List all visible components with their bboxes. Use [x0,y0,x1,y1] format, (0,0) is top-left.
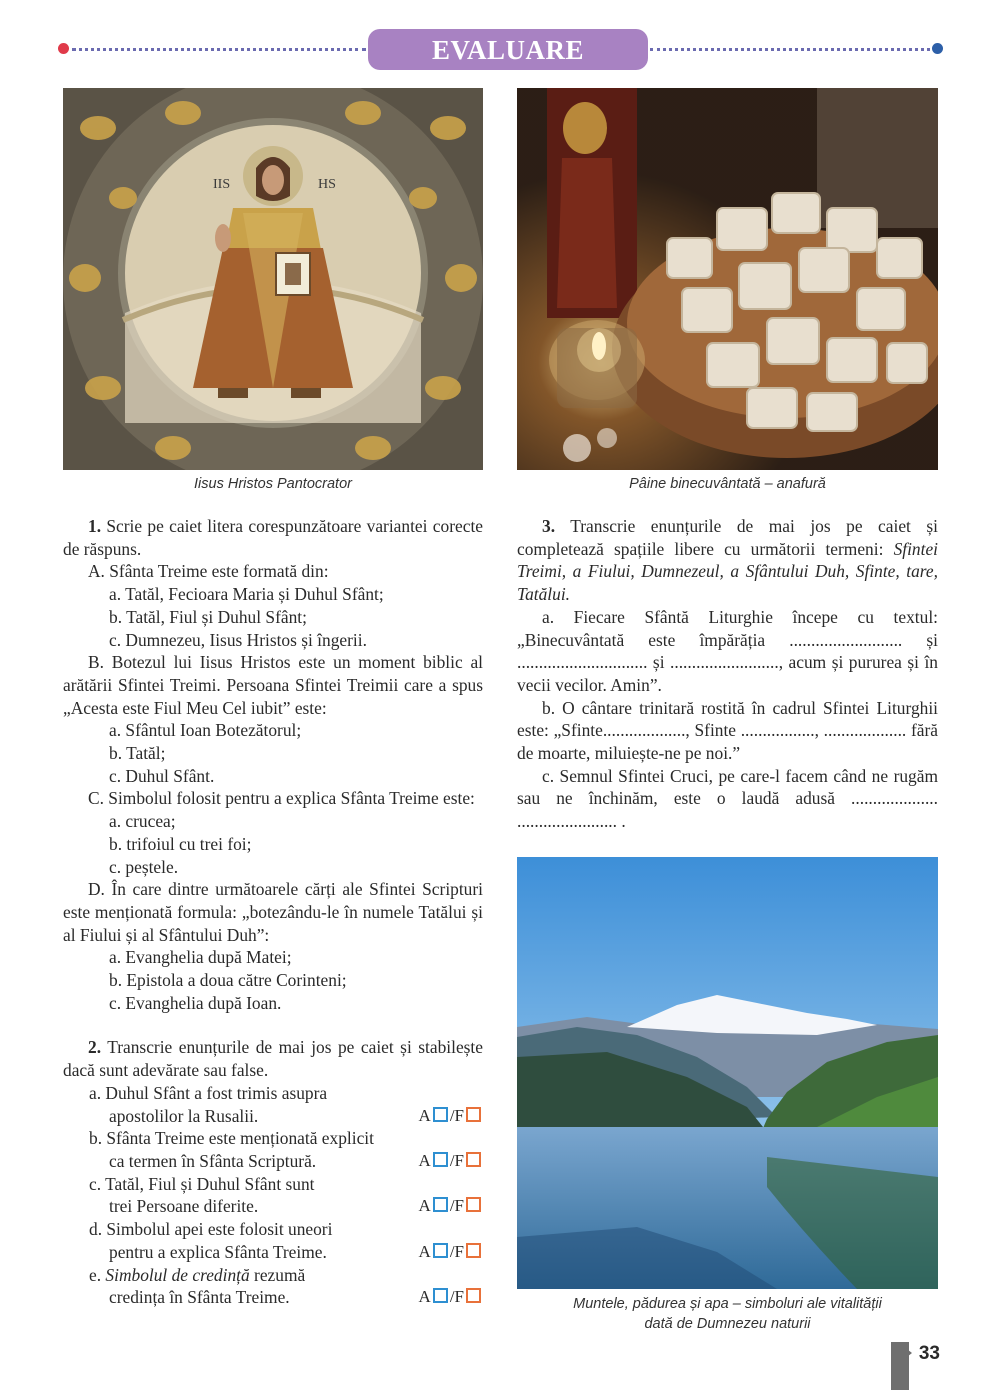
page-number: 33 [918,1343,940,1364]
true-false-item: c. Tatăl, Fiul și Duhul Sfânt sunt trei Persoane diferite. A /F [63,1173,483,1218]
exercise-1-intro: 1. Scrie pe caiet litera corespunzătoare variantei corecte de răspuns. [63,516,483,559]
option: b. Tatăl; [109,743,166,764]
header-dot-left [58,43,69,54]
question-1b: B. Botezul lui Iisus Hristos este un moment biblic al arătării Sfintei Treimi. Persoana Sfintei Treimii care a spus „Acesta este Fiul Meu Cel iubit” este: [63,652,483,718]
page-tab-arrow-icon [903,1346,912,1360]
option: a. Evanghelia după Matei; [109,947,292,968]
false-checkbox[interactable] [466,1243,481,1258]
exercise-2-intro: 2. Transcrie enunțurile de mai jos pe caiet și stabilește dacă sunt adevărate sau false. [63,1037,483,1081]
option: c. Evanghelia după Ioan. [109,992,282,1013]
option: c. Dumnezeu, Iisus Hristos și îngerii. [109,629,367,650]
true-false-item: e. Simbolul de credință rezumă credința în Sfânta Treime. A /F [63,1264,483,1309]
true-checkbox[interactable] [433,1197,448,1212]
question-1c: C. Simbolul folosit pentru a explica Sfânta Treime este: [88,788,475,809]
option: c. Duhul Sfânt. [109,765,215,786]
exercise-3a: a. Fiecare Sfântă Liturghie începe cu textul: „Binecuvântată este împărăția .......................... și .............................. și ........................., acum și pururea și în vecii vecilor. Amin”. [517,606,938,695]
question-1d: D. În care dintre următoarele cărți ale Sfintei Scripturi este menționată formula: „botezându-le în numele Tatălui și al Fiului și al Sfântului Duh”: [63,879,483,945]
landscape-image [517,857,938,1289]
false-checkbox[interactable] [466,1288,481,1303]
question-1a: A. Sfânta Treime este formată din: [88,561,329,582]
exercise-3c: c. Semnul Sfintei Cruci, pe care-l facem când ne rugăm sau ne închinăm, este o laudă adusă .................... ....................... . [517,765,938,832]
header-dotted-line-left [72,48,366,51]
true-checkbox[interactable] [433,1152,448,1167]
true-checkbox[interactable] [433,1288,448,1303]
false-checkbox[interactable] [466,1107,481,1122]
right-column [517,515,938,833]
page-title: EVALUARE [368,29,648,70]
false-checkbox[interactable] [466,1152,481,1167]
left-column [63,515,483,1309]
pantocrator-caption: Iisus Hristos Pantocrator [194,476,352,492]
svg-text:IIS: IIS [213,177,231,192]
true-checkbox[interactable] [433,1243,448,1258]
exercise-3-intro: 3. Transcrie enunțurile de mai jos pe caiet și completează spațiile libere cu următorii termeni: Sfintei Treimi, a Fiului, Dumnezeul, a Sfântului Duh, Sfinte, tare, Tatălui. [517,516,938,605]
anafura-caption: Pâine binecuvântată – anafură [629,476,826,492]
option: a. crucea; [109,811,176,832]
true-false-item: a. Duhul Sfânt a fost trimis asupra apostolilor la Rusalii. A /F [63,1082,483,1127]
option: b. trifoiul cu trei foi; [109,833,252,854]
option: b. Epistola a doua către Corinteni; [109,970,347,991]
anafura-image [517,88,938,470]
header-dotted-line-right [650,48,930,51]
svg-text:HS: HS [318,177,336,192]
option: b. Tatăl, Fiul și Duhul Sfânt; [109,606,307,627]
exercise-3b: b. O cântare trinitară rostită în cadrul Sfintei Liturghii este: „Sfinte..................., Sfinte ................., ................... fără de moarte, miluiește-ne pe noi.” [517,697,938,764]
true-false-item: d. Simbolul apei este folosit uneori pentru a explica Sfânta Treime. A /F [63,1218,483,1263]
true-false-item: b. Sfânta Treime este menționată explicit ca termen în Sfânta Scriptură. A /F [63,1127,483,1172]
option: a. Tatăl, Fecioara Maria și Duhul Sfânt; [109,584,384,605]
true-checkbox[interactable] [433,1107,448,1122]
option: c. peștele. [109,856,179,877]
option: a. Sfântul Ioan Botezătorul; [109,720,302,741]
header-dot-right [932,43,943,54]
false-checkbox[interactable] [466,1197,481,1212]
pantocrator-image [63,88,483,470]
landscape-caption: Muntele, pădurea și apa – simboluri ale vitalității dată de Dumnezeu naturii [573,1296,882,1332]
